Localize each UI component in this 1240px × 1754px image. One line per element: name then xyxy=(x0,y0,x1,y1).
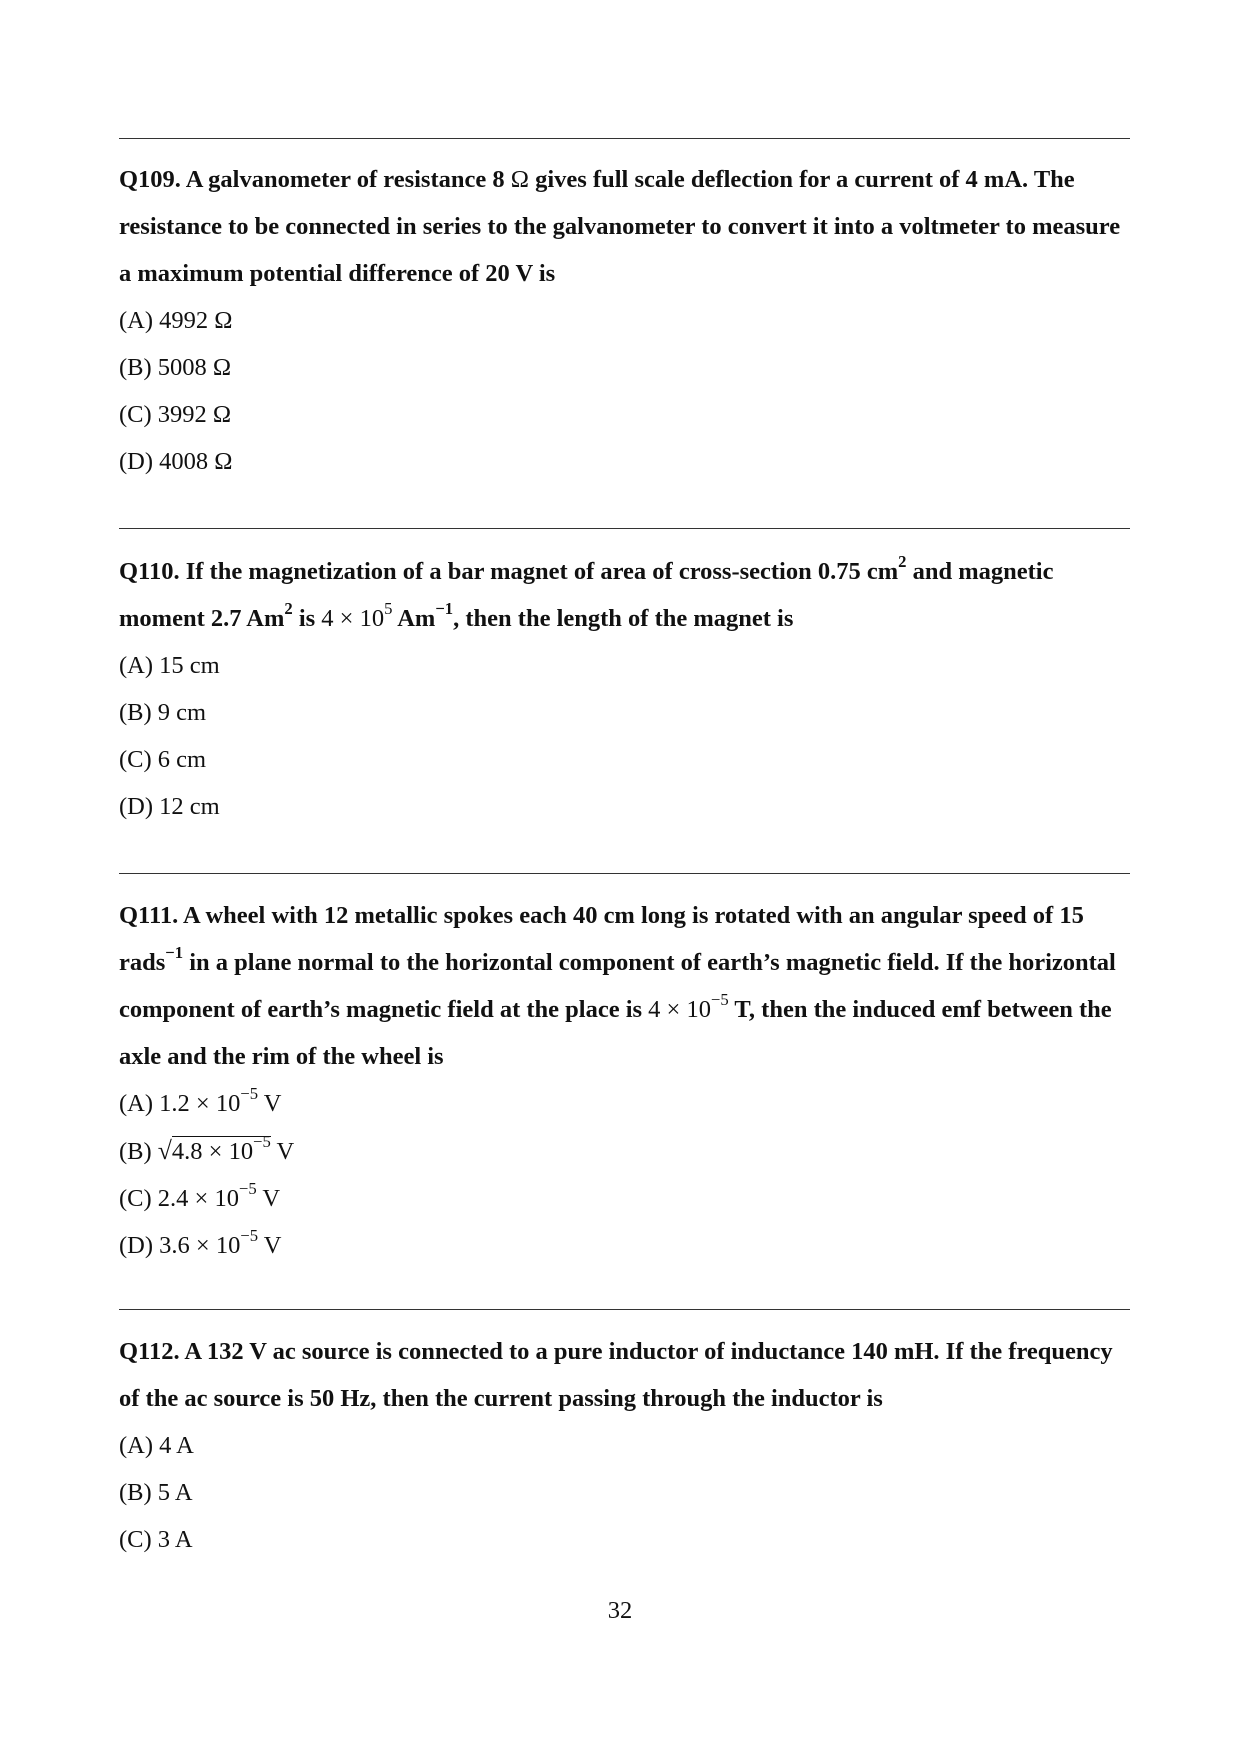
radical-sign: √ xyxy=(157,1136,172,1165)
option-b[interactable]: (B) 5 A xyxy=(119,1479,193,1506)
option-b[interactable]: (B) $√4.8 \times 10^{-5}$ V xyxy=(119,1132,295,1165)
option-c[interactable]: (C) 3 A xyxy=(119,1526,193,1553)
option-a[interactable]: (A) 15 cm xyxy=(119,652,220,679)
question-q109 xyxy=(119,156,1135,485)
question-number: Q111. xyxy=(119,902,179,929)
separator-rule xyxy=(119,138,1130,139)
option-d[interactable]: (D) $3.6 \times 10^{-5}$ V xyxy=(119,1226,282,1259)
option-c[interactable]: (C) 3992 Ω xyxy=(119,401,232,428)
question-number: Q110. xyxy=(119,558,180,585)
option-a[interactable]: (A) $1.2 \times 10^{-5}$ V xyxy=(119,1084,282,1117)
separator-rule xyxy=(119,873,1130,874)
option-d[interactable]: (D) 12 cm xyxy=(119,793,220,820)
square-root: $√4.8 \times 10^{-5}$ xyxy=(157,1132,271,1165)
question-q110 xyxy=(119,548,1135,830)
option-d[interactable]: (D) 4008 Ω xyxy=(119,448,233,475)
question-stem: Q110. If the magnetization of a bar magnet of area of cross-section 0.75 $cm^2$ and magnetic moment 2.7 Am$^2$ is $4 \times 10^5$ $Am^{-1}$, then the length of the magnet is xyxy=(119,552,1054,632)
option-b[interactable]: (B) 9 cm xyxy=(119,699,207,726)
page-number: 32 xyxy=(607,1597,633,1624)
option-b[interactable]: (B) 5008 Ω xyxy=(119,354,232,381)
question-q112 xyxy=(119,1328,1135,1563)
question-stem: Q111. A wheel with 12 metallic spokes each 40 cm long is rotated with an angular speed of 15 rads$^{-1}$ in a plane normal to the horizontal component of earth’s magnetic field. If the horizontal component of earth’s magnetic field at the place is $4 \times 10^{-5}$ T, then the induced emf between the axle and the rim of the wheel is xyxy=(119,902,1116,1070)
question-number: Q109. xyxy=(119,166,181,193)
option-c[interactable]: (C) $2.4 \times 10^{-5}$ V xyxy=(119,1179,281,1212)
question-stem: Q112. A 132 V ac source is connected to a pure inductor of inductance 140 mH. If the frequency of the ac source is 50 Hz, then the current passing through the inductor is xyxy=(119,1338,1113,1412)
question-number: Q112. xyxy=(119,1338,180,1365)
option-a[interactable]: (A) 4992 Ω xyxy=(119,307,233,334)
question-stem: Q109. A galvanometer of resistance 8 Ω gives full scale deflection for a current of 4 mA. The resistance to be connected in series to the galvanometer to convert it into a voltmeter to measure a maximum potential difference of 20 V is xyxy=(119,166,1121,287)
option-c[interactable]: (C) 6 cm xyxy=(119,746,207,773)
separator-rule xyxy=(119,528,1130,529)
separator-rule xyxy=(119,1309,1130,1310)
option-a[interactable]: (A) 4 A xyxy=(119,1432,194,1459)
question-q111 xyxy=(119,892,1135,1269)
